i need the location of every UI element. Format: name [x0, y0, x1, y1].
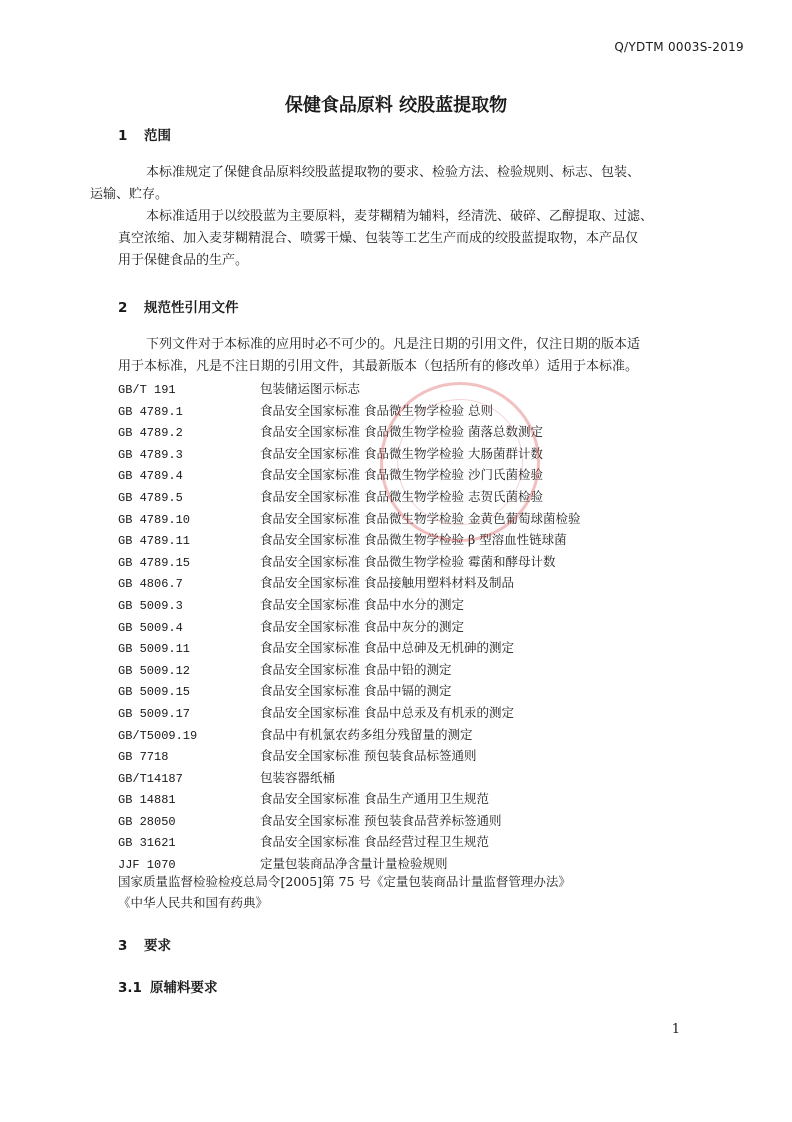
reference-code: GB 4806.7 [118, 577, 183, 592]
reference-code: GB/T14187 [118, 771, 183, 786]
reference-code: GB 28050 [118, 814, 176, 829]
reference-name: 食品安全国家标准 食品经营过程卫生规范 [260, 834, 489, 850]
reference-name: 食品安全国家标准 食品微生物学检验 志贺氏菌检验 [260, 488, 543, 504]
reference-name: 食品安全国家标准 食品微生物学检验 金黄色葡萄球菌检验 [260, 510, 581, 526]
reference-item [118, 508, 678, 530]
reference-code: GB 7718 [118, 750, 169, 765]
reference-item [118, 443, 678, 465]
reference-item [118, 745, 678, 767]
reference-name: 包装储运图示标志 [260, 381, 361, 396]
reference-code: GB 4789.5 [118, 490, 183, 505]
reference-code: GB 5009.4 [118, 620, 183, 635]
reference-name: 包装容器纸桶 [260, 769, 336, 785]
reference-item [118, 810, 678, 832]
reference-item [118, 616, 678, 638]
reference-item [118, 551, 678, 573]
reference-name: 食品安全国家标准 预包装食品标签通则 [260, 748, 477, 764]
reference-code: GB 4789.10 [118, 512, 191, 527]
reference-code: GB 4789.11 [118, 534, 191, 549]
reference-name: 食品安全国家标准 预包装食品营养标签通则 [260, 812, 502, 828]
reference-item [118, 680, 678, 702]
para-line: 本标准适用于以绞股蓝为主要原料，麦芽糊精为辅料，经清洗、破碎、乙醇提取、过滤、 [146, 209, 654, 224]
reference-item [118, 767, 678, 789]
reference-item [118, 831, 678, 853]
reference-code: GB/T 191 [118, 383, 176, 397]
reference-name: 食品安全国家标准 食品微生物学检验 霉菌和酵母计数 [260, 553, 556, 569]
page-number: 1 [671, 1022, 680, 1037]
reference-name: 食品安全国家标准 食品中铅的测定 [260, 661, 452, 677]
para-line: 本标准规定了保健食品原料绞股蓝提取物的要求、检验方法、检验规则、标志、包装、 [146, 165, 641, 180]
reference-name: 定量包装商品净含量计量检验规则 [260, 856, 448, 872]
section-1-heading [118, 124, 171, 144]
reference-name: 食品安全国家标准 食品中总砷及无机砷的测定 [260, 640, 514, 656]
reference-name: 食品安全国家标准 食品微生物学检验 大肠菌群计数 [260, 445, 543, 461]
section-2-title: 规范性引用文件 [144, 300, 239, 316]
page-title: 保健食品原料 绞股蓝提取物 [284, 95, 508, 116]
section-1-paragraph-2 [118, 206, 678, 272]
reference-item [118, 486, 678, 508]
reference-name: 食品安全国家标准 食品微生物学检验 沙门氏菌检验 [260, 467, 543, 483]
reference-item [118, 400, 678, 422]
reference-item [118, 572, 678, 594]
regulation-reference: 国家质量监督检验检疫总局令[2005]第 75 号《定量包装商品计量监督管理办法》 [118, 874, 571, 889]
reference-name: 食品安全国家标准 食品微生物学检验 β 型溶血性链球菌 [260, 532, 567, 548]
section-3-1-title: 原辅料要求 [150, 980, 218, 996]
reference-item [118, 724, 678, 746]
reference-item [118, 637, 678, 659]
reference-item [118, 378, 678, 400]
reference-code: GB 4789.1 [118, 404, 183, 419]
reference-item [118, 788, 678, 810]
section-1-paragraph-1 [90, 162, 678, 206]
reference-item [118, 594, 678, 616]
reference-code: JJF 1070 [118, 858, 176, 873]
reference-name: 食品安全国家标准 食品微生物学检验 菌落总数测定 [260, 424, 543, 440]
section-1-title: 范围 [144, 128, 171, 144]
section-3-title: 要求 [144, 938, 171, 954]
reference-item [118, 529, 678, 551]
section-2-number: 2 [118, 300, 128, 316]
reference-code: GB 5009.15 [118, 685, 191, 700]
section-2-heading [118, 296, 239, 316]
reference-code: GB 4789.3 [118, 447, 183, 462]
reference-code: GB 5009.3 [118, 598, 183, 613]
reference-name: 食品安全国家标准 食品中镉的测定 [260, 683, 452, 699]
reference-code: GB 5009.17 [118, 706, 191, 721]
para-line: 用于本标准，凡是不注日期的引用文件，其最新版本（包括所有的修改单）适用于本标准。 [118, 359, 639, 374]
reference-code: GB 31621 [118, 836, 176, 851]
reference-item [118, 464, 678, 486]
reference-code: GB 5009.11 [118, 642, 191, 657]
para-line: 运输、贮存。 [90, 187, 169, 202]
section-2-paragraph [118, 334, 678, 378]
reference-name: 食品安全国家标准 食品微生物学检验 总则 [260, 402, 493, 418]
reference-item [118, 421, 678, 443]
reference-name: 食品中有机氯农药多组分残留量的测定 [260, 726, 473, 742]
normative-reference-list [118, 378, 678, 875]
section-3-1-number: 3.1 [118, 980, 142, 996]
reference-code: GB 5009.12 [118, 663, 191, 678]
reference-name: 食品安全国家标准 食品中灰分的测定 [260, 618, 464, 634]
reference-name: 食品安全国家标准 食品生产通用卫生规范 [260, 791, 489, 807]
reference-code: GB 4789.15 [118, 555, 191, 570]
reference-code: GB/T5009.19 [118, 728, 198, 743]
reference-code: GB 14881 [118, 793, 176, 808]
para-line: 下列文件对于本标准的应用时必不可少的。凡是注日期的引用文件，仅注日期的版本适 [146, 337, 641, 352]
para-line: 用于保健食品的生产。 [118, 253, 249, 268]
reference-item [118, 702, 678, 724]
section-1-number: 1 [118, 128, 128, 144]
section-3-heading [118, 934, 171, 954]
reference-name: 食品安全国家标准 食品中总汞及有机汞的测定 [260, 704, 514, 720]
reference-name: 食品安全国家标准 食品中水分的测定 [260, 596, 464, 612]
para-line: 真空浓缩、加入麦芽糊精混合、喷雾干燥、包装等工艺生产而成的绞股蓝提取物，本产品仅 [118, 231, 639, 246]
reference-item [118, 659, 678, 681]
section-3-number: 3 [118, 938, 128, 954]
pharmacopoeia-reference: 《中华人民共和国有药典》 [118, 895, 269, 910]
section-3-1-heading [118, 976, 218, 996]
reference-code: GB 4789.2 [118, 426, 183, 441]
doc-code: Q/YDTM 0003S-2019 [614, 40, 744, 54]
reference-code: GB 4789.4 [118, 469, 183, 484]
reference-name: 食品安全国家标准 食品接触用塑料材料及制品 [260, 575, 514, 591]
